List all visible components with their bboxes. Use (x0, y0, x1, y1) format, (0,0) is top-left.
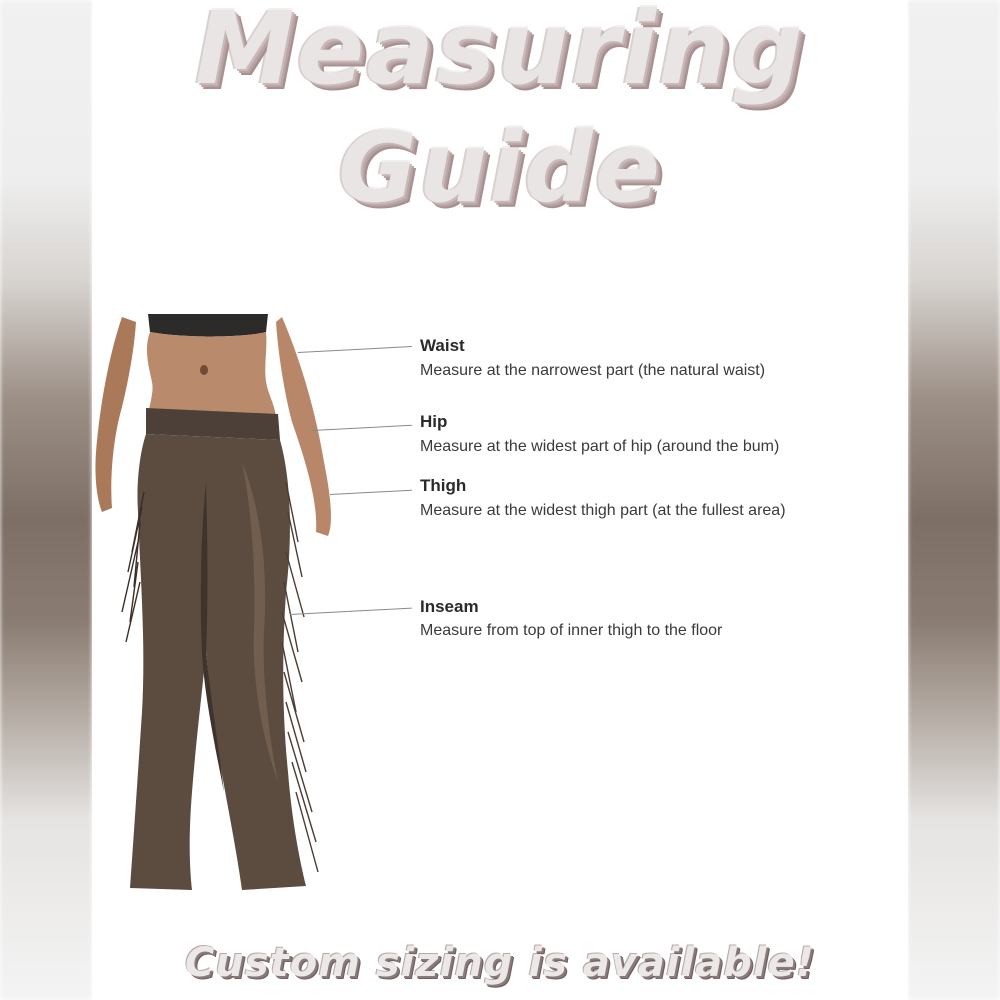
title-line-2: Guide (338, 112, 662, 224)
pants-body (130, 434, 306, 890)
thigh-label: Thigh (420, 476, 467, 495)
waist-label: Waist (420, 336, 465, 355)
thigh-description: Measure at the widest thigh part (at the fullest area) (420, 502, 786, 519)
model-navel (200, 365, 208, 375)
hip-description: Measure at the widest part of hip (around the bum) (420, 438, 780, 455)
hip-label: Hip (420, 412, 448, 431)
model-torso (147, 332, 276, 420)
model-crop-top (148, 314, 268, 337)
waist-description: Measure at the narrowest part (the natural waist) (420, 362, 766, 379)
model-figure-illustration (92, 312, 352, 892)
inseam-description: Measure from top of inner thigh to the floor (420, 622, 723, 639)
inseam-label: Inseam (420, 597, 479, 616)
title-line-1: Measuring (195, 0, 805, 107)
model-left-arm (95, 317, 136, 512)
custom-sizing-footer: Custom sizing is available! (184, 940, 816, 986)
